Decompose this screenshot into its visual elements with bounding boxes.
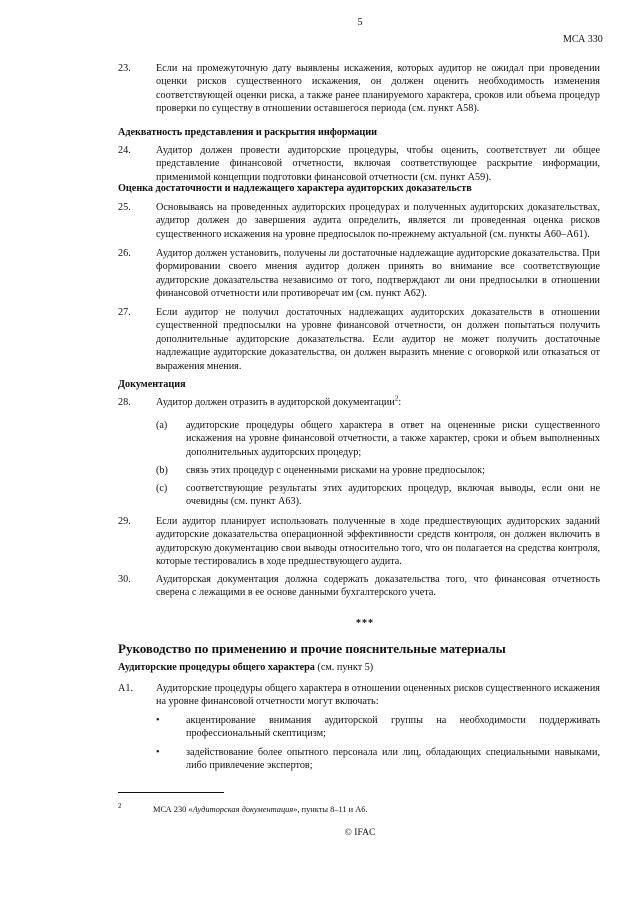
paragraph-number: 23.	[118, 63, 131, 74]
bullet-item-1	[156, 714, 600, 741]
paragraph-26	[118, 247, 600, 301]
paragraph-30	[118, 573, 600, 600]
subitem-b	[156, 464, 600, 477]
copyright: © IFAC	[344, 827, 376, 838]
paragraph-text: Аудиторские процедуры общего характера в отношении оцененных рисков существенного искажения на уровне финансовой отчетности могут включать:	[156, 683, 600, 708]
bullet-text: акцентирование внимания аудиторской группы на необходимости поддерживать профессиональный скептицизм;	[186, 715, 600, 740]
paragraph-text: Основываясь на проведенных аудиторских процедурах и полученных аудиторских доказательствах, аудитор должен до завершения аудита определить, является ли проведенная оценка рисков существенного искажения на уровне предпосылок по-прежнему актуальной (см. пункты A60–A61).	[156, 202, 600, 240]
paragraph-text: Если аудитор планирует использовать полученные в ходе предшествующих аудиторских заданий аудиторские доказательства операционной эффективности средств контроля, он должен включить в аудиторскую документацию свои выводы относительно того, что он полагается на средства контроля, которые тестировались в ходе предшествующего аудита.	[156, 516, 600, 568]
subitem-label: (c)	[156, 483, 168, 494]
footnote-mark: 2	[118, 802, 122, 810]
guidance-section-heading	[118, 661, 373, 674]
subitem-label: (a)	[156, 420, 168, 431]
paragraph-25	[118, 201, 600, 241]
paragraph-text: Если аудитор не получил достаточных надлежащих аудиторских доказательств в отношении существенной предпосылки на уровне финансовой отчетности, он должен попытаться получить дополнительные аудиторские доказательства. Если аудитор не может получить достаточные надлежащие аудиторские доказательства, он должен выразить мнение с оговоркой или отказаться от выражения мнения.	[156, 307, 600, 372]
paragraph-text: Аудиторская документация должна содержать доказательства того, что финансовая отчетность сверена с лежащими в ее основе данными бухгалтерского учета.	[156, 574, 600, 599]
footnote-ref: 2	[394, 394, 399, 403]
paragraph-number: 24.	[118, 145, 131, 156]
bullet-icon: •	[156, 747, 160, 758]
page-number: 5	[357, 17, 363, 28]
paragraph-number: 29.	[118, 516, 131, 527]
paragraph-23	[118, 62, 600, 116]
footnote-title: Аудиторская документация	[192, 805, 294, 814]
section-separator: ***	[355, 618, 375, 629]
footnote-suffix: », пункты 8–11 и A6.	[293, 805, 368, 814]
paragraph-24	[118, 144, 600, 184]
paragraph-28-tail: :	[398, 397, 402, 408]
footnote-text	[153, 805, 368, 814]
paragraph-28-text: Аудитор должен отразить в аудиторской документации	[156, 397, 395, 408]
subitem-c	[156, 482, 600, 509]
paragraph-number: 30.	[118, 574, 131, 585]
guidance-title: Руководство по применению и прочие пояснительные материалы	[118, 641, 506, 656]
footnote	[118, 803, 368, 816]
heading-sufficiency: Оценка достаточности и надлежащего характера аудиторских доказательств	[118, 183, 472, 194]
subitem-text: аудиторские процедуры общего характера в ответ на оцененные риски существенного искажения на уровне финансовой отчетности, а также характер, сроки и объем выполненных дополнительных аудиторских процедур;	[186, 420, 600, 458]
paragraph-text: Аудитор должен установить, получены ли достаточные надлежащие аудиторские доказательства. При формировании своего мнения аудитор должен принять во внимание все соответствующие аудиторские доказательства независимо от того, подтверждают ли они предпосылки в отношении финансовой отчетности или противоречат им (см. пункт A62).	[156, 248, 600, 300]
subitem-text: связь этих процедур с оцененными рисками на уровне предпосылок;	[186, 465, 485, 476]
paragraph-text	[156, 396, 600, 409]
subitem-a	[156, 419, 600, 459]
paragraph-number: A1.	[118, 683, 133, 694]
paragraph-text: Если на промежуточную дату выявлены искажения, которых аудитор не ожидал при проведении оценки рисков существенного искажения, он должен оценить необходимость изменения соответствующей оценки риска, а также ранее планируемого характера, сроков или объема процедур проверки по существу в отношении оставшегося периода (см. пункт A58).	[156, 63, 600, 115]
paragraph-number: 27.	[118, 307, 131, 318]
footnote-divider	[118, 792, 224, 793]
bullet-icon: •	[156, 715, 160, 726]
bullet-text: задействование более опытного персонала или лиц, обладающих специальными навыками, либо привлечение экспертов;	[186, 747, 600, 772]
footnote-prefix: МСА 230 «	[153, 805, 193, 814]
paragraph-28	[118, 396, 600, 409]
bullet-item-2	[156, 746, 600, 773]
standard-code: МСА 330	[563, 34, 603, 45]
paragraph-number: 26.	[118, 248, 131, 259]
section-heading-bold: Аудиторские процедуры общего характера	[118, 662, 315, 673]
paragraph-27	[118, 306, 600, 373]
paragraph-number: 28.	[118, 397, 131, 408]
subitem-text: соответствующие результаты этих аудиторских процедур, включая выводы, если они не очевидны (см. пункт A63).	[186, 483, 600, 508]
section-heading-ref: (см. пункт 5)	[314, 662, 374, 673]
paragraph-number: 25.	[118, 202, 131, 213]
heading-documentation: Документация	[118, 379, 186, 390]
paragraph-29	[118, 515, 600, 569]
paragraph-a1	[118, 682, 600, 709]
subitem-label: (b)	[156, 465, 168, 476]
heading-presentation: Адекватность представления и раскрытия информации	[118, 127, 377, 138]
paragraph-text: Аудитор должен провести аудиторские процедуры, чтобы оценить, соответствует ли общее представление финансовой отчетности, включая соответствующее раскрытие информации, применимой концепции подготовки финансовой отчетности (см. пункт A59).	[156, 145, 600, 183]
